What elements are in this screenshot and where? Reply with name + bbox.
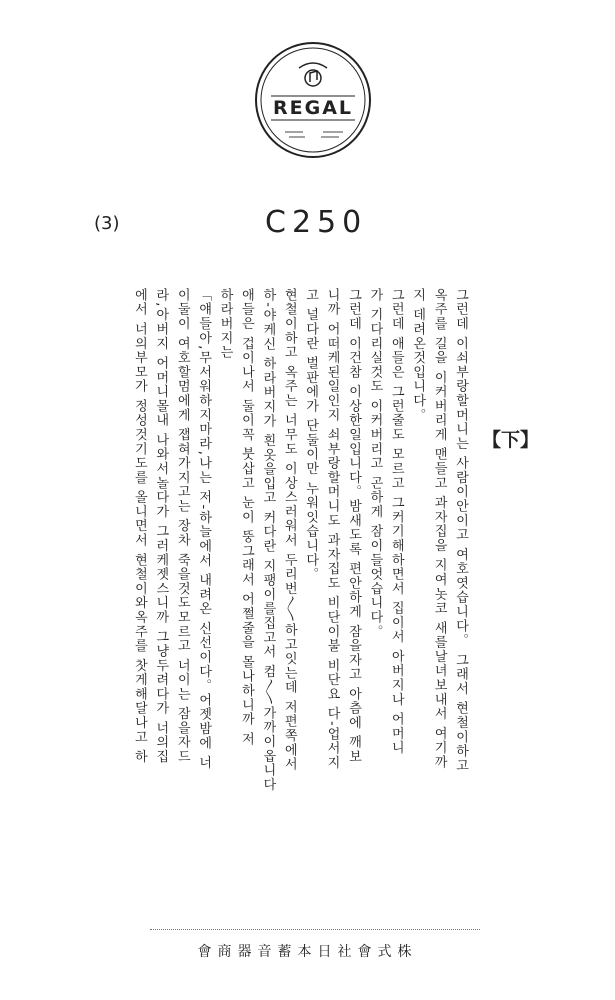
footer-dotted-rule [150, 929, 480, 930]
regal-record-label [253, 40, 373, 160]
brand-name: REGAL [272, 97, 354, 119]
text-column: 고 널다란 벌판에가 단둘이만 누워잇습니다。 [303, 288, 319, 582]
text-column: 그런데 애들은 그런줄도 모르고 그커기해하면서 집이서 아버지나 어머니 [388, 288, 404, 756]
story-text [78, 288, 471, 918]
text-column: 하-야케신 하라버지가 흰옷을입고 커다란 지팽이를집고서 컴〱가까이옵니다 [260, 288, 276, 792]
text-column: 니까 어떠케된일인지 쇠부랑할머니도 과자집도 비단이불 비단요 다-업서지 [324, 288, 340, 770]
part-label: 【下】 [482, 429, 540, 451]
text-column: 그런데 이쇠부랑할머니는 사람이안이고 여호엿습니다。 그래서 현철이하고 [453, 288, 468, 773]
text-column: 하라버지는 [217, 288, 233, 360]
text-column: 이둘이 여호할멈에게 잽혀가지고는 장차 죽을것도모르고 너이는 잠을자드 [174, 288, 190, 764]
text-column: 애들은 겁이나서 둘이꼭 붓삽고 눈이 뚱그래서 어쩔줄을 몰나하니까 저 [238, 288, 254, 747]
page-number: (3) [94, 213, 120, 234]
record-number: C250 [265, 205, 368, 240]
text-column: 현철이하고 옥주는 너무도 이상스러워서 두리번〱하고잇는데 저편쪽에서 [281, 288, 297, 772]
text-column: 라,아버지 어머니몰내 나와서놀다가 그러케젯스니까 그냥두려다가 너의집 [153, 288, 169, 764]
text-column: 가 기다리실것도 이커버리고 곤하게 잠이들엇습니다。 [367, 288, 383, 639]
company-name: 會商器音蓄本日社會式株 [197, 944, 418, 960]
text-column: 옥주를 길을 이커버리게 맨들고 과자집을 지여놋코 새를날녀보내서 여기까 [431, 288, 447, 770]
text-column: 에서 너의부모가 정성것기도를 올니면서 현철이와옥주를 찻게해달나고 하 [131, 288, 147, 764]
text-column: 「얘들아,무서워하지마라,나는 저-하늘에서 내려온 신선이다。어젯밤에 너 [196, 288, 212, 770]
text-column: 지 데려온것입니다。 [410, 288, 426, 423]
text-column: 그런데 이건참 이상한일입니다。밤새도록 편안하게 잠을자고 아츰에 깨보 [345, 288, 361, 764]
